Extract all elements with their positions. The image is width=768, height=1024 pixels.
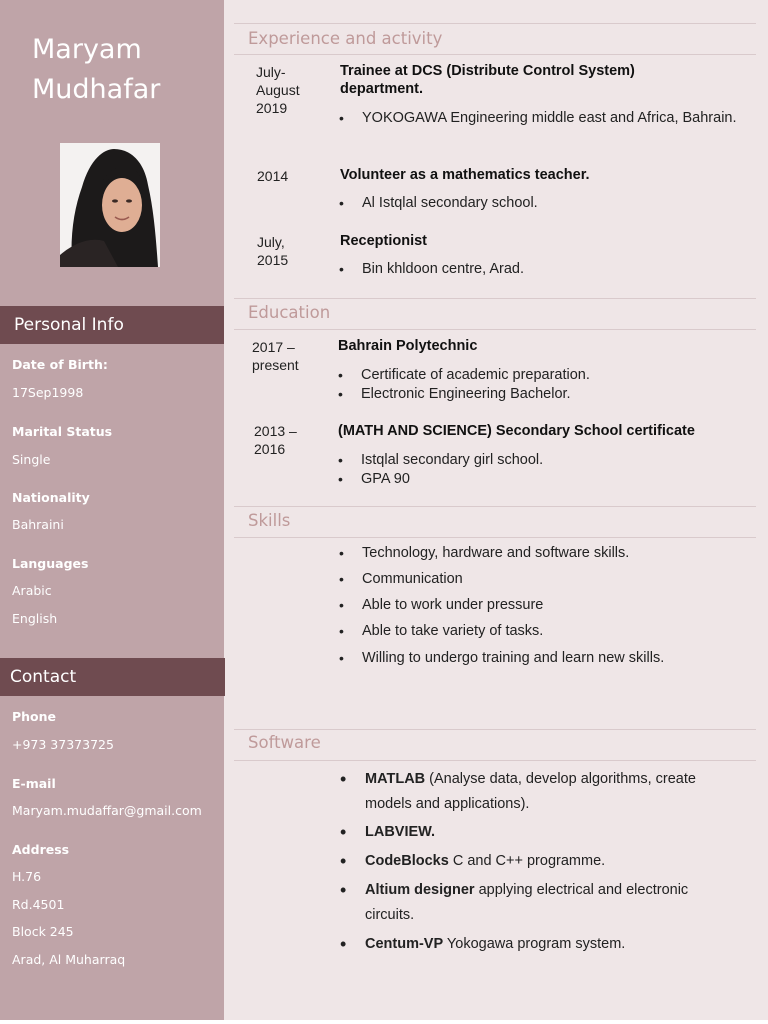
address-line: Block 245 <box>12 924 74 939</box>
education-date: 2013 – 2016 <box>254 423 297 457</box>
marital-value: Single <box>12 452 51 467</box>
software-name: CodeBlocks <box>365 853 449 869</box>
divider <box>234 506 756 507</box>
software-desc: Yokogawa program system. <box>443 936 626 952</box>
software-item <box>340 932 740 957</box>
divider <box>234 298 756 299</box>
experience-title: Receptionist <box>340 233 428 249</box>
language-item: Arabic <box>12 583 52 598</box>
nationality-label: Nationality <box>12 490 90 505</box>
address-label: Address <box>12 842 70 857</box>
education-bullet: • Electronic Engineering Bachelor. <box>337 385 737 404</box>
education-bullet: • Certificate of academic preparation. <box>337 366 737 385</box>
languages-label: Languages <box>12 556 89 571</box>
experience-heading: Experience and activity <box>248 29 443 48</box>
education-bullet: • Istqlal secondary girl school. <box>337 451 737 470</box>
phone-value: +973 37373725 <box>12 737 114 752</box>
email-label: E-mail <box>12 776 56 791</box>
page-bottom-edge <box>0 1020 768 1024</box>
email-value: Maryam.mudaffar@gmail.com <box>12 803 202 818</box>
skill-item: • Willing to undergo training and learn new skills. <box>338 649 748 668</box>
divider <box>234 54 756 55</box>
address-line: H.76 <box>12 869 42 884</box>
divider <box>234 729 756 730</box>
software-name: Altium designer <box>365 882 475 898</box>
experience-date: July, 2015 <box>257 234 289 268</box>
software-name: MATLAB <box>365 771 426 787</box>
last-name: Mudhafar <box>32 74 161 105</box>
language-item: English <box>12 611 58 626</box>
software-item <box>340 878 740 928</box>
divider <box>234 23 756 24</box>
experience-title: Volunteer as a mathematics teacher. <box>340 167 590 183</box>
software-desc: C and C++ programme. <box>448 853 606 869</box>
profile-photo <box>60 143 160 267</box>
software-item <box>340 820 740 845</box>
education-title: (MATH AND SCIENCE) Secondary School certificate <box>338 423 695 439</box>
software-desc: (Analyse data, develop algorithms, create models and applications). <box>365 771 696 812</box>
address-line: Arad, Al Muharraq <box>12 952 126 967</box>
software-name: Centum-VP <box>365 936 444 952</box>
address-line: Rd.4501 <box>12 897 65 912</box>
experience-date: July- August 2019 <box>256 64 300 116</box>
dob-value: 17Sep1998 <box>12 385 84 400</box>
software-name: LABVIEW. <box>365 824 436 840</box>
first-name: Maryam <box>32 34 142 65</box>
education-bullet: • GPA 90 <box>337 470 737 489</box>
dob-label: Date of Birth: <box>12 357 108 372</box>
software-item <box>340 849 740 874</box>
skill-item: • Technology, hardware and software skills. <box>338 544 738 563</box>
skill-item: • Communication <box>338 570 738 589</box>
divider <box>234 329 756 330</box>
education-heading: Education <box>248 303 331 322</box>
contact-heading: Contact <box>0 658 225 696</box>
experience-bullet: • Bin khldoon centre, Arad. <box>338 260 738 279</box>
skills-heading: Skills <box>248 511 291 530</box>
education-date: 2017 – present <box>252 339 299 373</box>
candidate-name <box>32 30 212 110</box>
divider <box>234 760 756 761</box>
experience-bullet: • YOKOGAWA Engineering middle east and Africa, Bahrain. <box>338 109 738 128</box>
phone-label: Phone <box>12 709 57 724</box>
sidebar <box>0 0 224 1020</box>
software-heading: Software <box>248 733 321 752</box>
software-item <box>340 767 740 817</box>
skill-item: • Able to take variety of tasks. <box>338 622 738 641</box>
marital-label: Marital Status <box>12 424 113 439</box>
software-desc: applying electrical and electronic circuits. <box>365 882 689 923</box>
portrait-image <box>60 143 160 267</box>
experience-bullet: • Al Istqlal secondary school. <box>338 194 738 213</box>
nationality-value: Bahraini <box>12 517 64 532</box>
divider <box>234 537 756 538</box>
education-title: Bahrain Polytechnic <box>338 338 478 354</box>
experience-title: Trainee at DCS (Distribute Control System) department. <box>340 63 635 97</box>
skill-item: • Able to work under pressure <box>338 596 738 615</box>
experience-date: 2014 <box>257 168 289 184</box>
personal-info-heading: Personal Info <box>0 306 224 344</box>
